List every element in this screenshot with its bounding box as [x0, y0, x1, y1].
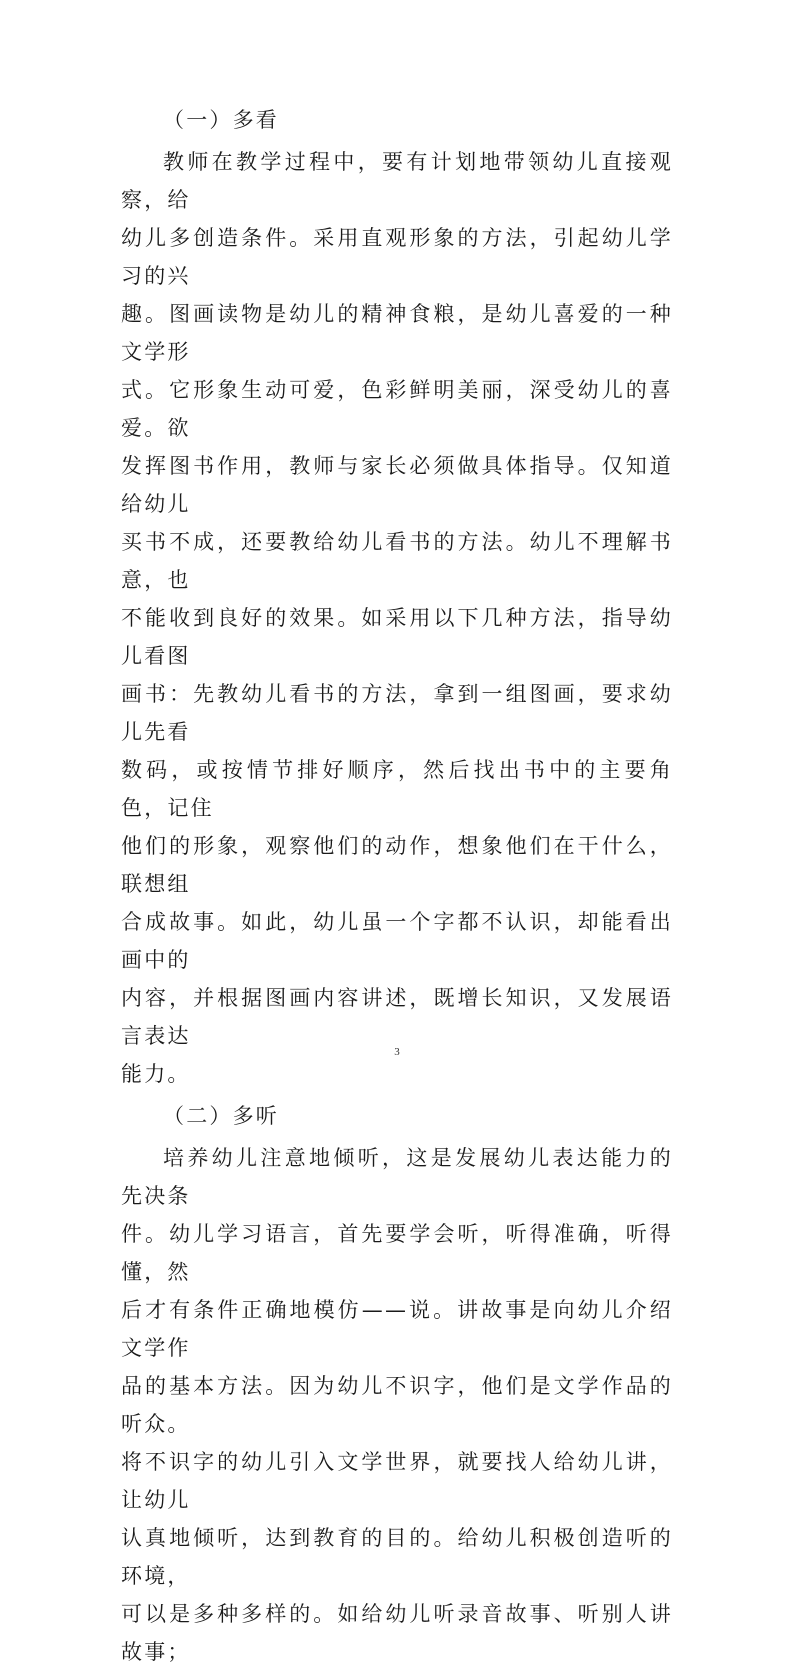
- paragraph-line: 合成故事。如此，幼儿虽一个字都不认识，却能看出画中的: [121, 910, 673, 972]
- paragraph-line: 培养幼儿注意地倾听，这是发展幼儿表达能力的先决条: [121, 1146, 673, 1208]
- paragraph-line: 不能收到良好的效果。如采用以下几种方法，指导幼儿看图: [121, 606, 673, 668]
- paragraph-line: 后才有条件正确地模仿——说。讲故事是向幼儿介绍文学作: [121, 1298, 673, 1360]
- paragraph-line: 幼儿多创造条件。采用直观形象的方法，引起幼儿学习的兴: [121, 226, 673, 288]
- paragraph-line: 内容，并根据图画内容讲述，既增长知识，又发展语言表达: [121, 986, 673, 1048]
- paragraph-line: 发挥图书作用，教师与家长必须做具体指导。仅知道给幼儿: [121, 454, 673, 516]
- paragraph-line: 可以是多种多样的。如给幼儿听录音故事、听别人讲故事；: [121, 1602, 673, 1664]
- paragraph-line: 买书不成，还要教给幼儿看书的方法。幼儿不理解书意，也: [121, 530, 673, 592]
- page-number: 3: [394, 1046, 400, 1058]
- paragraph-line: 趣。图画读物是幼儿的精神食粮，是幼儿喜爱的一种文学形: [121, 302, 673, 364]
- paragraph-line: 教师在教学过程中，要有计划地带领幼儿直接观察，给: [121, 150, 673, 212]
- section-heading-1: （一）多看: [163, 108, 279, 132]
- paragraph-line: 品的基本方法。因为幼儿不识字，他们是文学作品的听众。: [121, 1374, 673, 1436]
- paragraph-line: 式。它形象生动可爱，色彩鲜明美丽，深受幼儿的喜爱。欲: [121, 378, 673, 440]
- paragraph-line: 将不识字的幼儿引入文学世界，就要找人给幼儿讲，让幼儿: [121, 1450, 673, 1512]
- paragraph-1: [121, 143, 673, 1093]
- paragraph-line: 画书：先教幼儿看书的方法，拿到一组图画，要求幼儿先看: [121, 682, 673, 744]
- paragraph-2: [121, 1139, 673, 1671]
- paragraph-line: 数码，或按情节排好顺序，然后找出书中的主要角色，记住: [121, 758, 673, 820]
- paragraph-line: 他们的形象，观察他们的动作，想象他们在干什么，联想组: [121, 834, 673, 896]
- section-heading-2: （二）多听: [163, 1104, 279, 1128]
- paragraph-line: 认真地倾听，达到教育的目的。给幼儿积极创造听的环境，: [121, 1526, 673, 1588]
- paragraph-line: 能力。: [121, 1062, 191, 1086]
- paragraph-line: 件。幼儿学习语言，首先要学会听，听得准确，听得懂，然: [121, 1222, 673, 1284]
- document-body: [121, 101, 673, 1675]
